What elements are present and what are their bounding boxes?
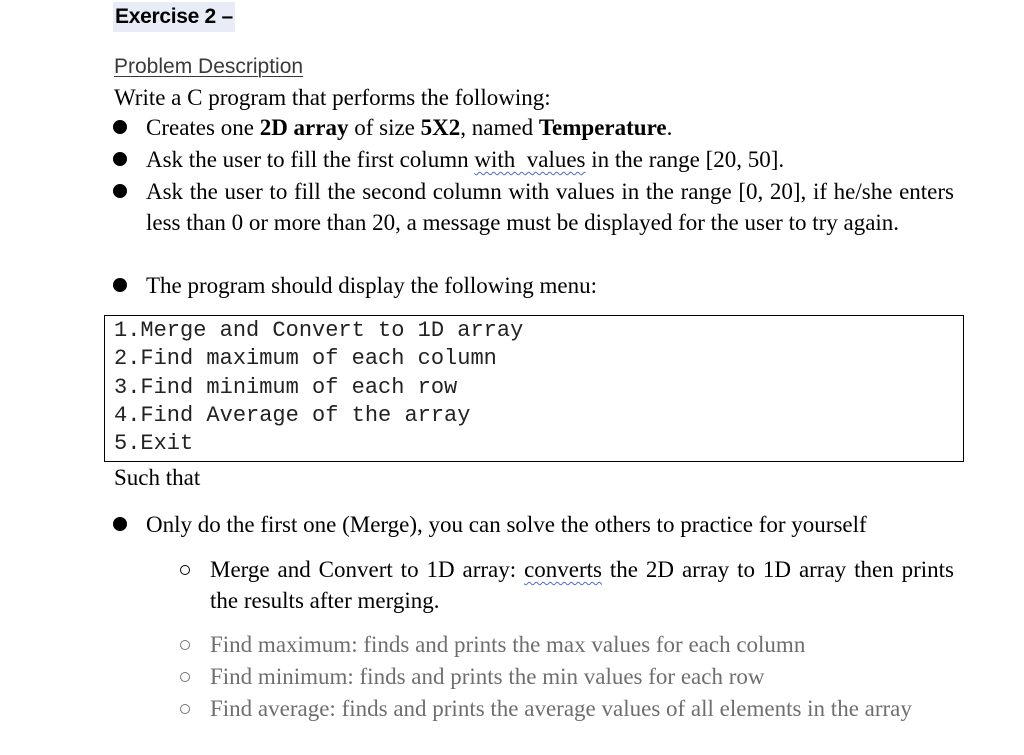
sub-bullet-circle xyxy=(180,640,190,650)
bullet-dot xyxy=(113,517,127,531)
bullet-dot xyxy=(113,278,127,292)
problem-description-heading: Problem Description xyxy=(114,55,304,78)
menu-item-max: 2.Find maximum of each column xyxy=(114,346,497,371)
bullet-display-menu: The program should display the following menu: xyxy=(146,273,597,298)
bullet-only-merge: Only do the first one (Merge), you can solve the others to practice for yourself xyxy=(146,512,867,537)
intro-text: Write a C program that performs the following: xyxy=(114,85,551,110)
menu-item-average: 4.Find Average of the array xyxy=(114,403,471,428)
menu-item-merge: 1.Merge and Convert to 1D array xyxy=(114,318,524,343)
bullet-first-column: Ask the user to fill the first column with values in the range [20, 50]. xyxy=(146,147,785,172)
such-that-text: Such that xyxy=(114,465,201,490)
exercise-title: Exercise 2 – xyxy=(113,2,235,32)
sub-bullet-circle xyxy=(180,704,190,714)
sub-bullet-max: Find maximum: finds and prints the max values for each column xyxy=(210,632,806,657)
bullet-dot xyxy=(113,184,127,198)
bullet-dot xyxy=(113,120,127,134)
menu-item-exit: 5.Exit xyxy=(114,431,194,456)
sub-bullet-merge: Merge and Convert to 1D array: converts the 2D array to 1D array then prints the results after merging. xyxy=(210,557,955,613)
sub-bullet-circle xyxy=(180,672,190,682)
sub-bullet-average: Find average: finds and prints the average values of all elements in the array xyxy=(210,696,912,721)
sub-bullet-circle xyxy=(180,565,190,575)
bullet-create-array: Creates one 2D array of size 5X2, named Temperature. xyxy=(146,115,673,140)
menu-box xyxy=(104,315,964,462)
menu-item-min: 3.Find minimum of each row xyxy=(114,375,458,400)
sub-bullet-min: Find minimum: finds and prints the min values for each row xyxy=(210,664,765,689)
bullet-second-column: Ask the user to fill the second column with values in the range [0, 20], if he/she enters less than 0 or more than 20, a message must be displayed for the user to try again. xyxy=(146,179,954,235)
bullet-dot xyxy=(113,152,127,166)
